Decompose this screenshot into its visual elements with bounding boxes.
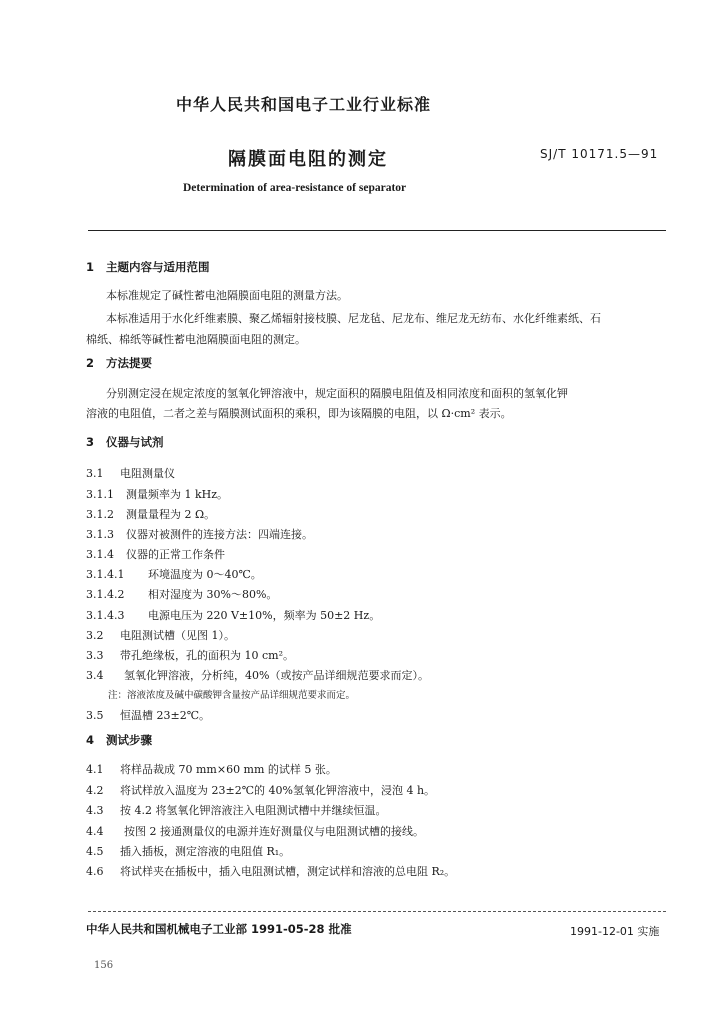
implementation-date: 1991-12-01 实施 xyxy=(570,925,660,938)
item-number: 4.4 xyxy=(86,825,104,838)
item-number: 4.3 xyxy=(86,804,104,817)
section-4-heading xyxy=(86,732,152,748)
item-text: 测量量程为 2 Ω。 xyxy=(126,508,216,521)
item-text: 将样品裁成 70 mm×60 mm 的试样 5 张。 xyxy=(120,763,337,776)
item-number: 3.4 xyxy=(86,669,104,682)
paragraph: 分别测定浸在规定浓度的氢氧化钾溶液中，规定面积的隔膜电阻值及相同浓度和面积的氢氧化钾 xyxy=(106,387,568,400)
document-title: 隔膜面电阻的测定 xyxy=(228,149,388,170)
item-text: 仪器对被测件的连接方法：四端连接。 xyxy=(126,528,313,541)
item-text: 环境温度为 0～40℃。 xyxy=(148,568,262,581)
item-text: 恒温槽 23±2℃。 xyxy=(120,709,211,722)
list-item xyxy=(86,607,380,623)
item-number: 3.1.2 xyxy=(86,508,114,521)
section-1-heading xyxy=(86,259,210,275)
item-number: 4.1 xyxy=(86,763,104,776)
item-number: 3.3 xyxy=(86,649,104,662)
section-title: 方法提要 xyxy=(106,356,153,370)
list-item xyxy=(86,761,337,777)
list-item xyxy=(86,782,435,798)
list-item xyxy=(86,486,228,502)
section-title: 仪器与试剂 xyxy=(106,435,164,449)
list-item xyxy=(86,707,210,723)
item-text: 相对湿度为 30%～80%。 xyxy=(148,588,278,601)
item-text: 电阻测量仪 xyxy=(120,467,175,480)
section-title: 主题内容与适用范围 xyxy=(106,260,210,274)
paragraph: 溶液的电阻值，二者之差与隔膜测试面积的乘积，即为该隔膜的电阻，以 Ω·cm² 表示。 xyxy=(86,407,512,420)
footer-rule xyxy=(88,911,666,912)
section-number: 1 xyxy=(86,260,95,274)
section-number: 3 xyxy=(86,435,95,449)
paragraph: 本标准适用于水化纤维素膜、聚乙烯辐射接枝膜、尼龙毡、尼龙布、维尼龙无纺布、水化纤维素纸、石 xyxy=(106,312,601,325)
section-title: 测试步骤 xyxy=(106,733,153,747)
section-3-heading xyxy=(86,434,164,450)
list-item xyxy=(86,863,455,879)
item-text: 带孔绝缘板，孔的面积为 10 cm²。 xyxy=(120,649,294,662)
paragraph: 本标准规定了碱性蓄电池隔膜面电阻的测量方法。 xyxy=(106,289,348,302)
list-item xyxy=(86,802,387,818)
item-number: 4.5 xyxy=(86,845,104,858)
item-text: 氢氧化钾溶液，分析纯，40%（或按产品详细规范要求而定）。 xyxy=(124,669,429,682)
issuing-organization: 中华人民共和国电子工业行业标准 xyxy=(176,95,432,114)
item-number: 3.1.4.2 xyxy=(86,588,125,601)
section-2-heading xyxy=(86,355,152,371)
list-item xyxy=(86,627,235,643)
note: 注：溶液浓度及碱中碳酸钾含量按产品详细规范要求而定。 xyxy=(108,690,356,701)
list-item xyxy=(86,586,277,602)
item-number: 3.1.4.1 xyxy=(86,568,125,581)
list-item xyxy=(86,647,294,663)
item-number: 4.2 xyxy=(86,784,104,797)
item-number: 3.1.4 xyxy=(86,548,114,561)
page-number: 156 xyxy=(94,960,114,971)
item-number: 3.1.1 xyxy=(86,488,114,501)
list-item xyxy=(86,465,175,481)
approval-line: 中华人民共和国机械电子工业部 1991-05-28 批准 xyxy=(86,922,352,936)
section-number: 4 xyxy=(86,733,95,747)
item-number: 3.5 xyxy=(86,709,104,722)
header-rule xyxy=(88,230,666,231)
list-item xyxy=(86,823,424,839)
list-item xyxy=(86,843,290,859)
list-item xyxy=(86,526,313,542)
item-number: 4.6 xyxy=(86,865,104,878)
item-text: 仪器的正常工作条件 xyxy=(126,548,225,561)
list-item xyxy=(86,506,215,522)
english-title: Determination of area-resistance of separator xyxy=(183,182,407,194)
section-number: 2 xyxy=(86,356,95,370)
list-item xyxy=(86,546,225,562)
item-number: 3.1.4.3 xyxy=(86,609,125,622)
item-number: 3.1.3 xyxy=(86,528,114,541)
item-number: 3.1 xyxy=(86,467,104,480)
item-text: 按 4.2 将氢氧化钾溶液注入电阻测试槽中并继续恒温。 xyxy=(120,804,387,817)
item-text: 测量频率为 1 kHz。 xyxy=(126,488,229,501)
item-text: 将试样放入温度为 23±2℃的 40%氢氧化钾溶液中，浸泡 4 h。 xyxy=(120,784,436,797)
item-text: 电源电压为 220 V±10%，频率为 50±2 Hz。 xyxy=(148,609,381,622)
list-item xyxy=(86,566,262,582)
item-text: 按图 2 接通测量仪的电源并连好测量仪与电阻测试槽的接线。 xyxy=(124,825,424,838)
list-item xyxy=(86,667,429,683)
item-text: 电阻测试槽（见图 1）。 xyxy=(120,629,235,642)
item-number: 3.2 xyxy=(86,629,104,642)
item-text: 将试样夹在插板中，插入电阻测试槽，测定试样和溶液的总电阻 R₂。 xyxy=(120,865,456,878)
standard-code: SJ/T 10171.5—91 xyxy=(540,147,659,161)
paragraph: 棉纸、棉纸等碱性蓄电池隔膜面电阻的测定。 xyxy=(86,333,306,346)
item-text: 插入插板，测定溶液的电阻值 R₁。 xyxy=(120,845,291,858)
